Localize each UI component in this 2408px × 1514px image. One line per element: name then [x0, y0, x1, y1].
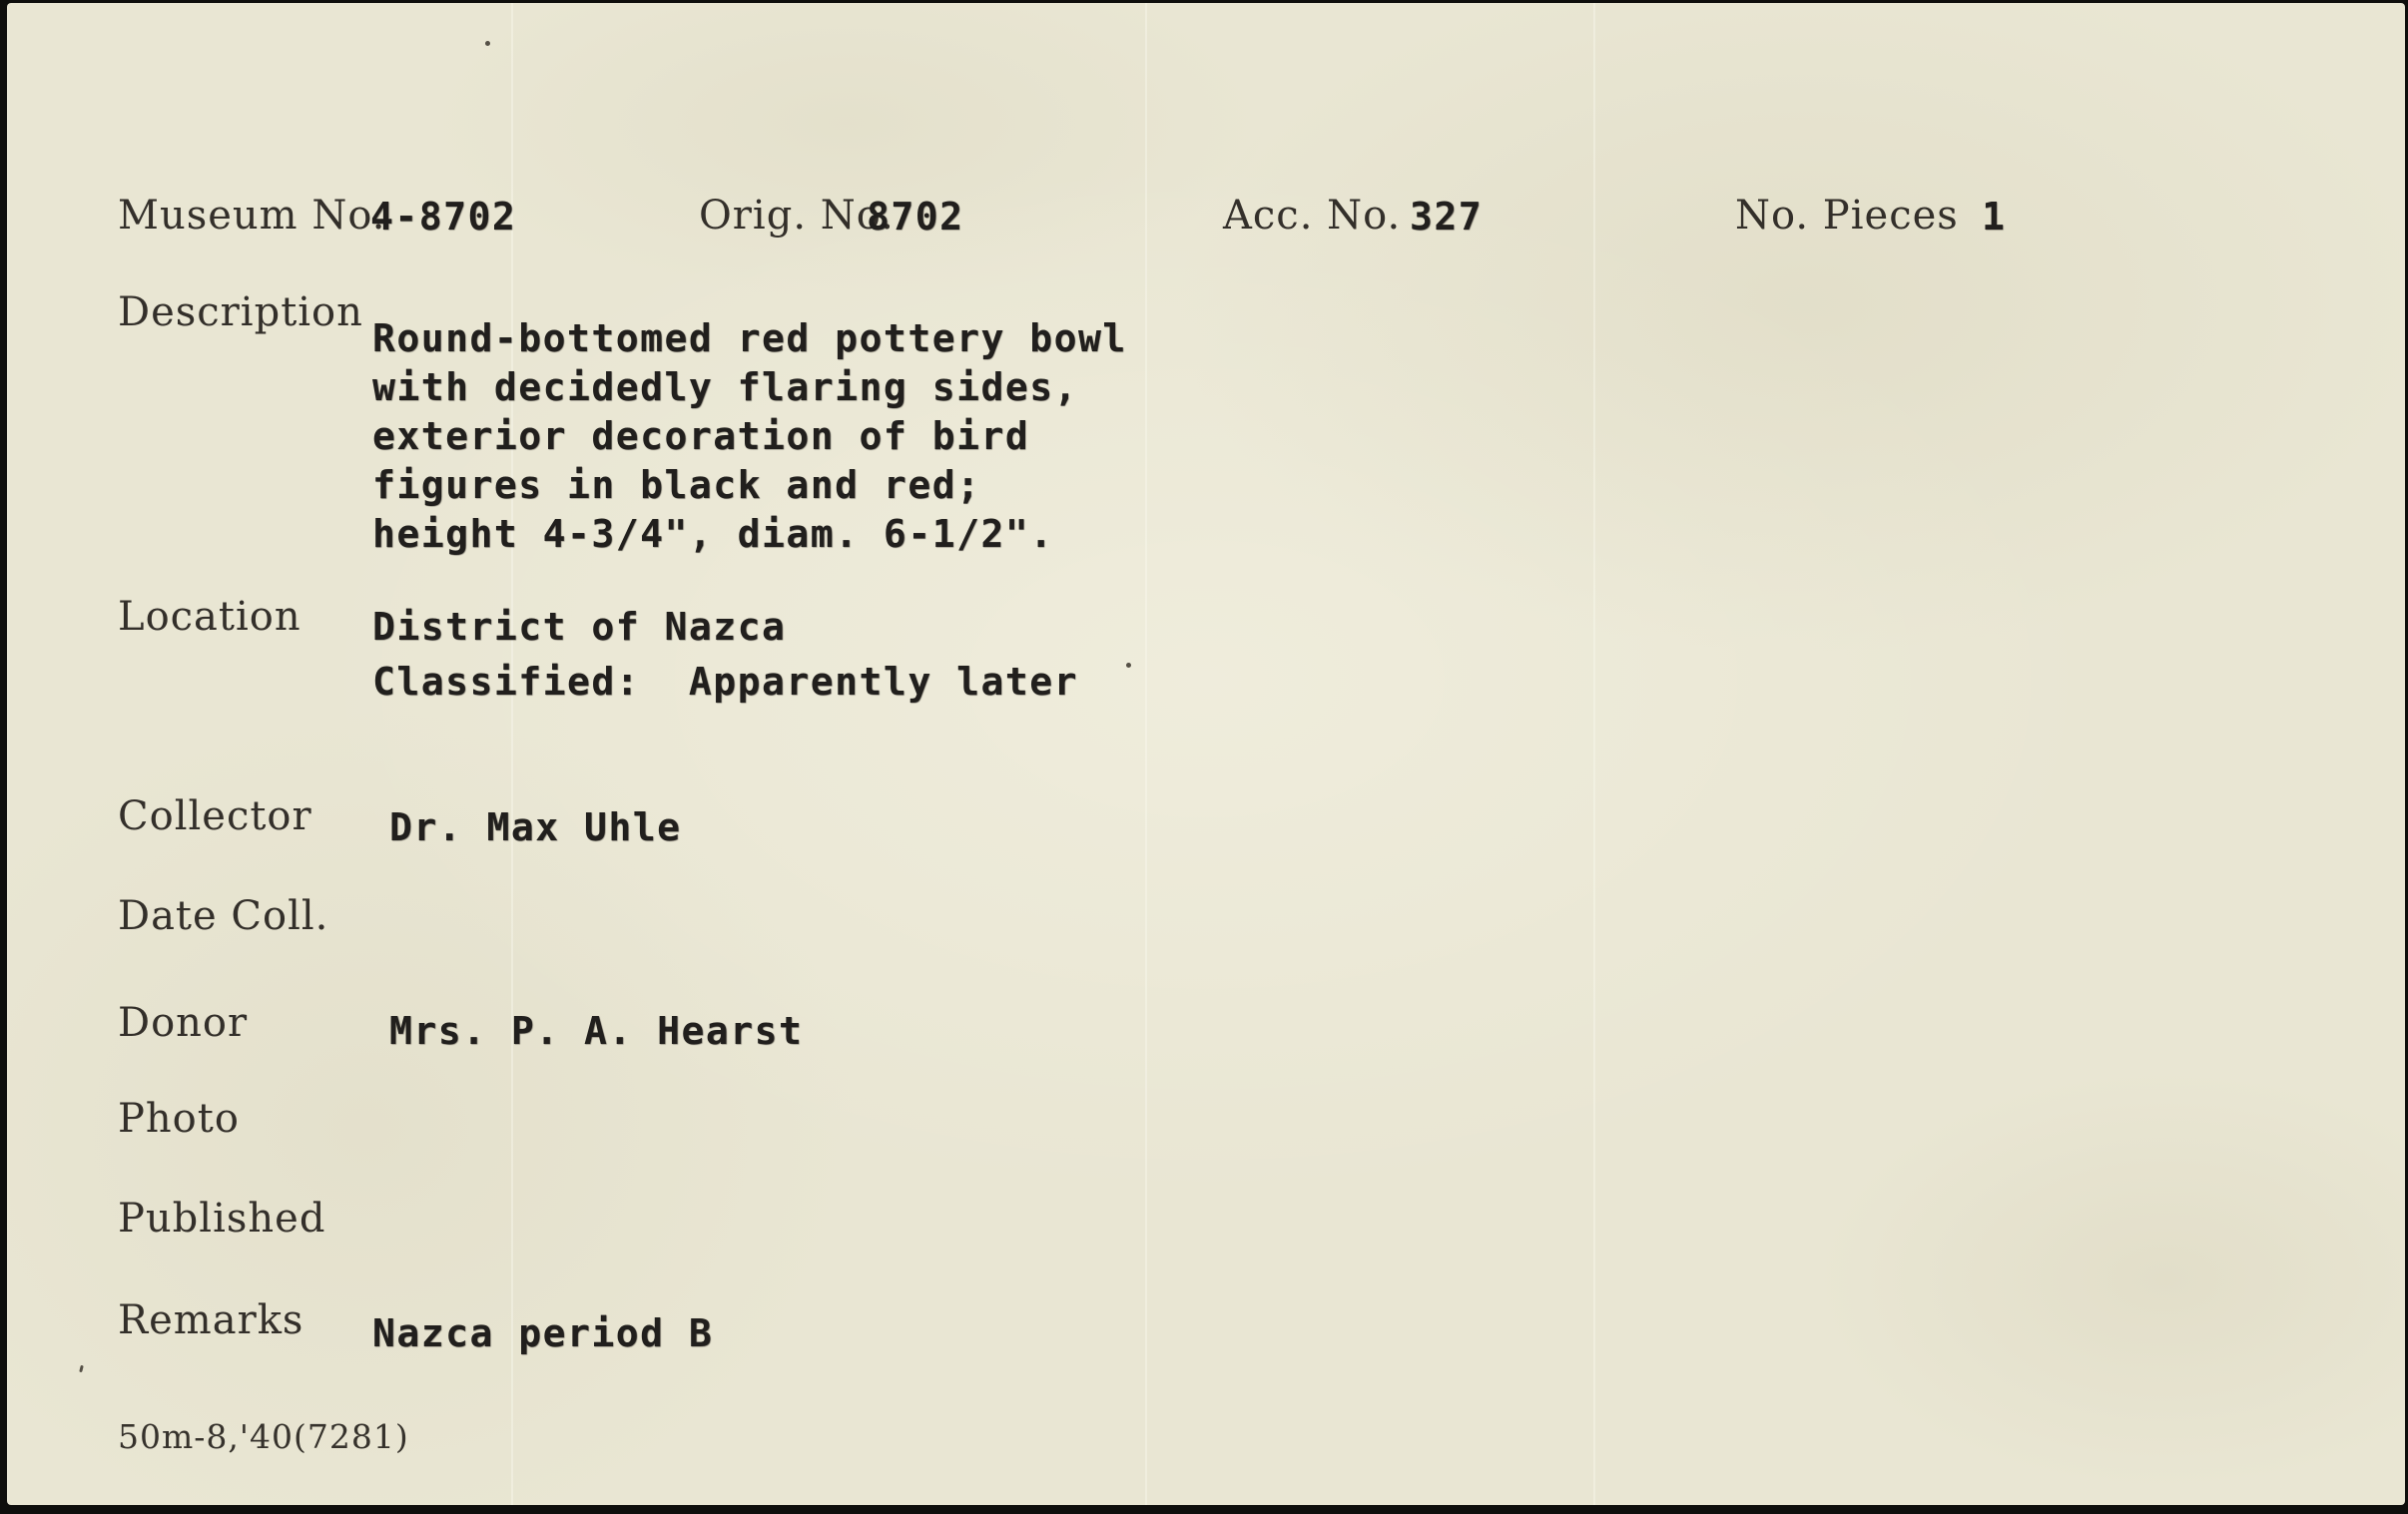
remarks-value: Nazca period B: [372, 1311, 714, 1355]
museum-no-value: 4-8702: [370, 195, 517, 239]
no-pieces-label: No. Pieces: [1735, 193, 1959, 239]
description-line: figures in black and red;: [372, 463, 981, 507]
acc-no-label: Acc. No.: [1223, 193, 1402, 239]
acc-no-value: 327: [1410, 195, 1484, 239]
description-line: height 4-3/4", diam. 6-1/2".: [372, 512, 1054, 556]
form-number: 50m-8,'40(7281): [118, 1417, 409, 1456]
location-line: Classified: Apparently later: [372, 660, 1078, 704]
photo-label: Photo: [118, 1096, 240, 1142]
description-line: exterior decoration of bird: [372, 414, 1030, 458]
ink-speck: [485, 41, 490, 46]
paper-streak: [1145, 3, 1147, 1505]
remarks-label: Remarks: [118, 1297, 304, 1343]
description-label: Description: [118, 289, 363, 335]
collector-label: Collector: [118, 793, 312, 839]
description-line: with decidedly flaring sides,: [372, 365, 1078, 409]
date-coll-label: Date Coll.: [118, 893, 329, 939]
no-pieces-value: 1: [1982, 195, 2007, 239]
ink-speck: [1126, 663, 1131, 668]
museum-no-label: Museum No.: [118, 193, 386, 239]
collector-value: Dr. Max Uhle: [389, 805, 682, 849]
donor-label: Donor: [118, 1000, 249, 1046]
orig-no-label: Orig. No.: [699, 193, 895, 239]
location-line: District of Nazca: [372, 605, 787, 649]
paper-streak: [1593, 3, 1595, 1505]
location-label: Location: [118, 594, 301, 640]
donor-value: Mrs. P. A. Hearst: [389, 1009, 804, 1053]
description-line: Round-bottomed red pottery bowl: [372, 316, 1127, 360]
published-label: Published: [118, 1196, 326, 1242]
orig-no-value: 8702: [867, 195, 964, 239]
